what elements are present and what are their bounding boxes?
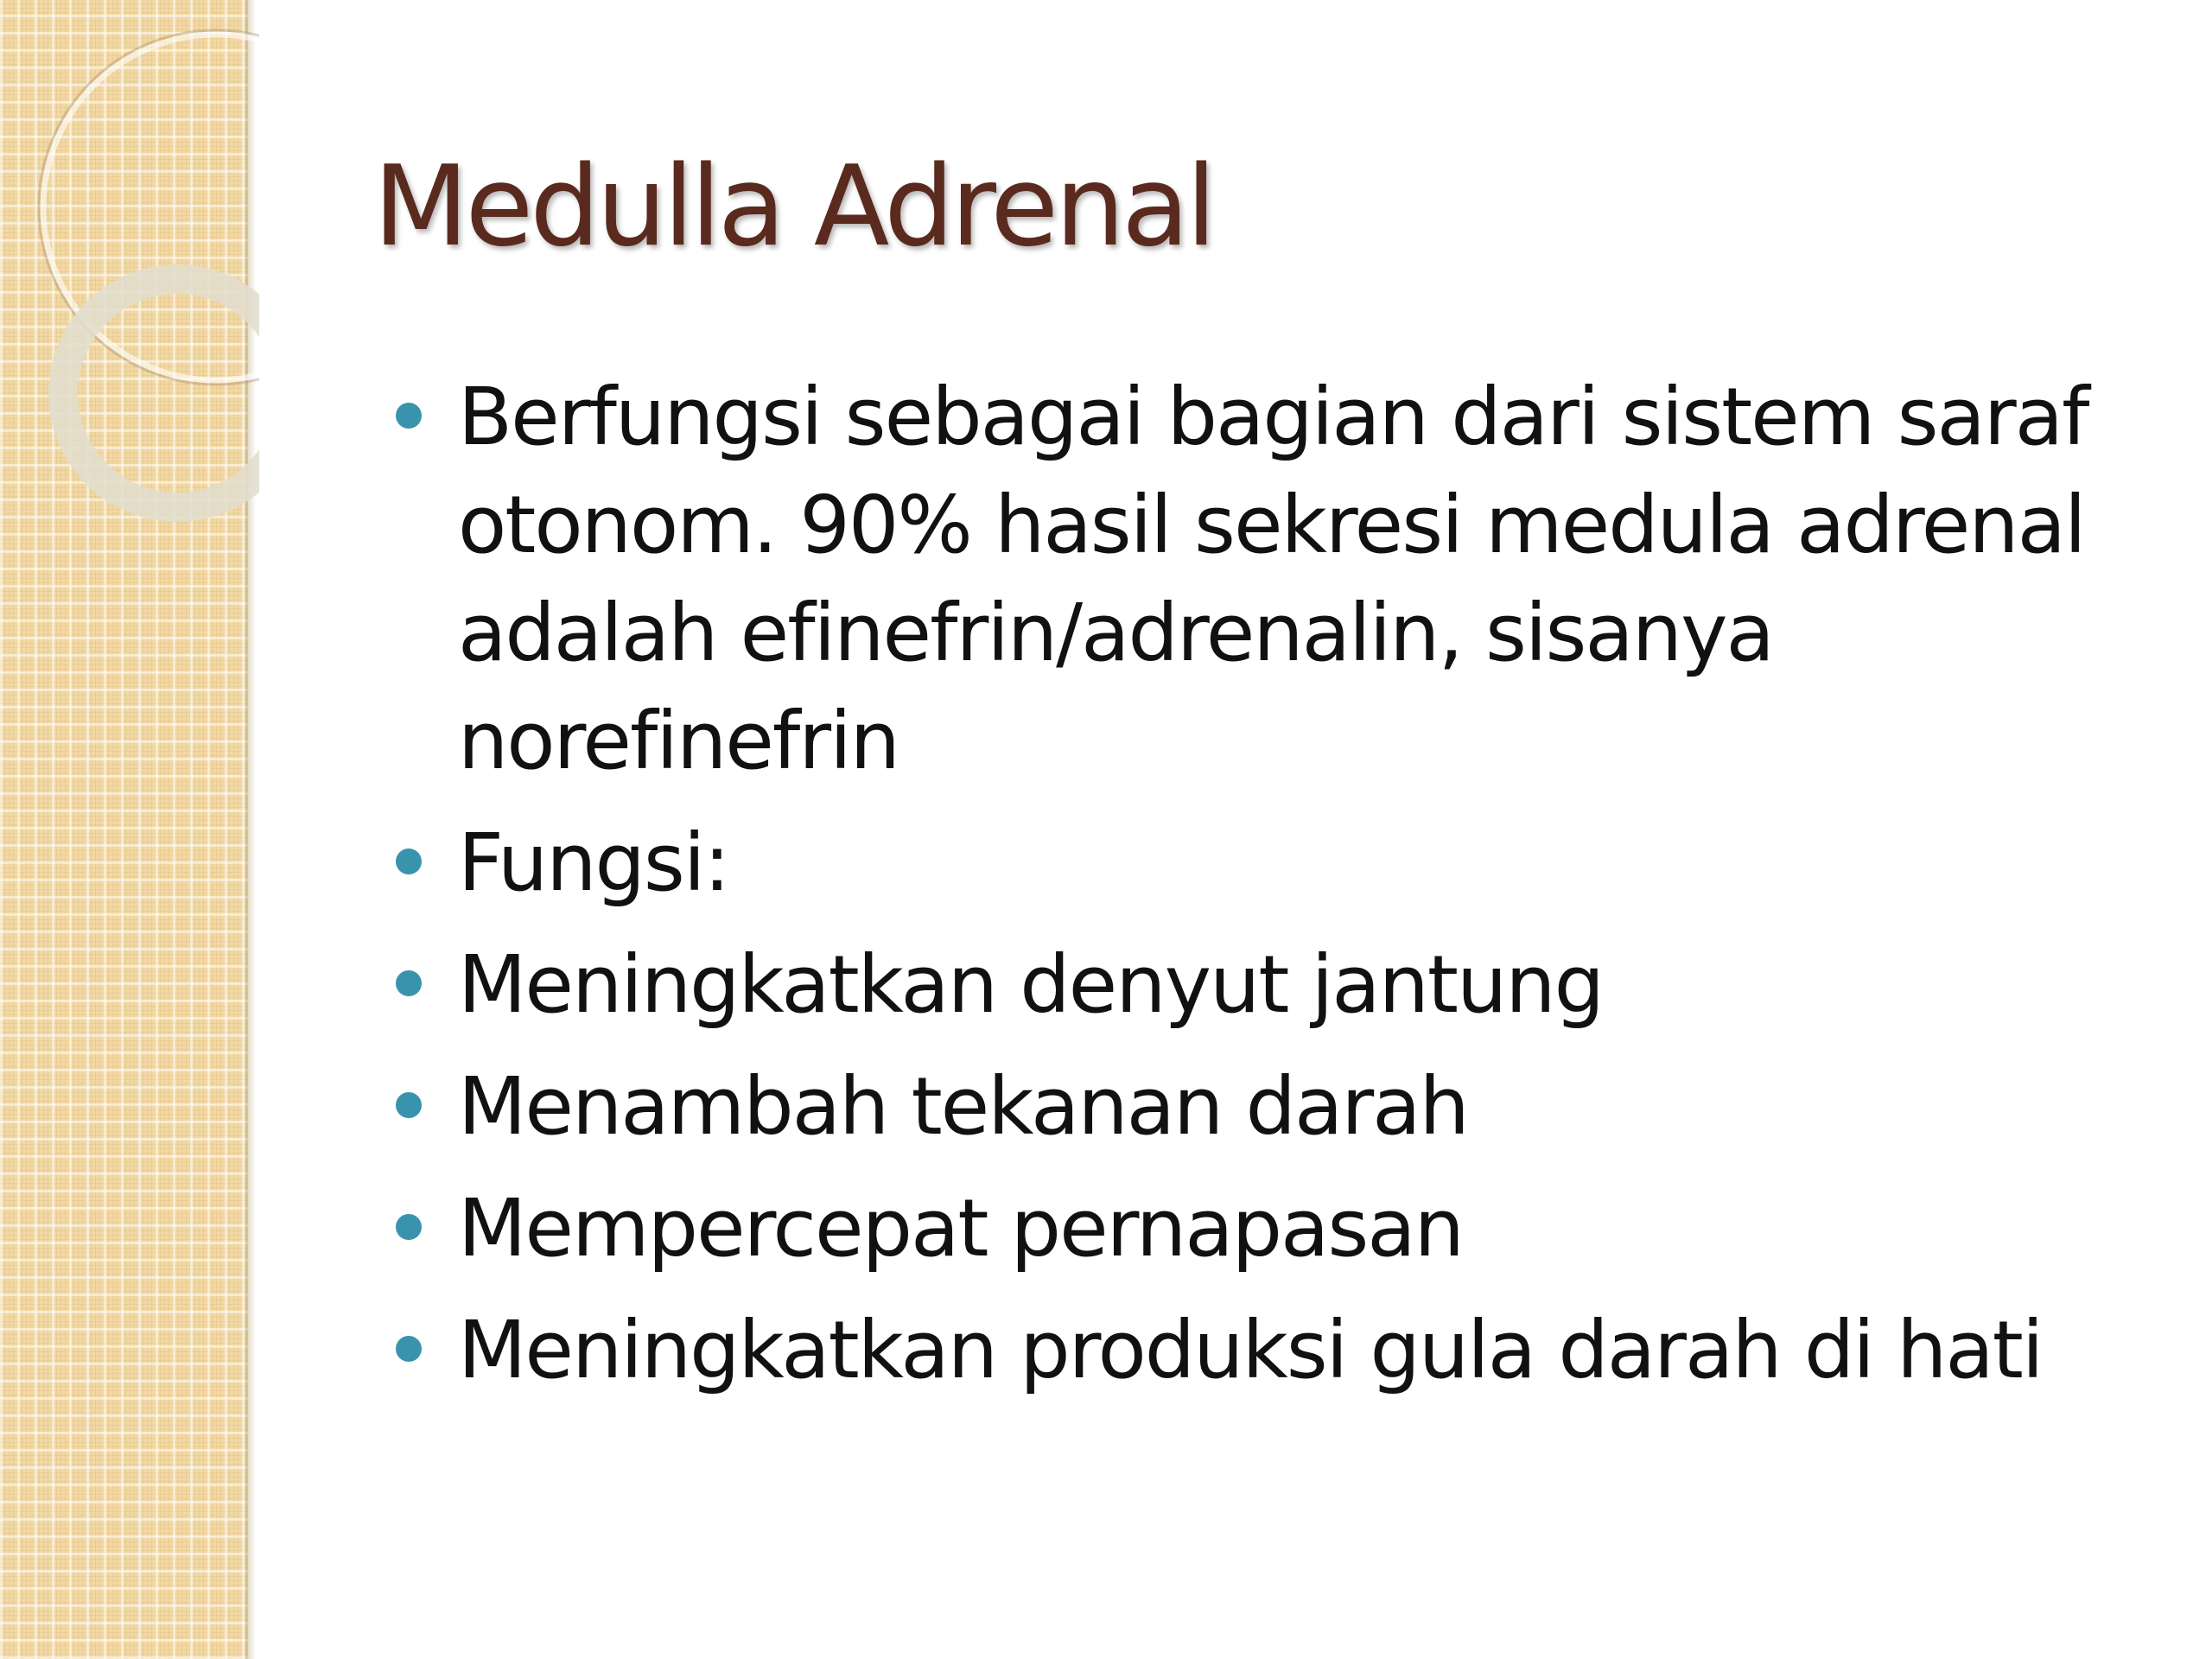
small-ring xyxy=(63,279,259,507)
bullet-text: Menambah tekanan darah xyxy=(458,1060,1468,1153)
bullet-item xyxy=(458,931,2177,1039)
bullet-text: Mempercepat pernapasan xyxy=(458,1182,1463,1274)
bullet-item xyxy=(458,363,2177,795)
bullet-text: Fungsi: xyxy=(458,817,729,909)
bullet-dot-icon xyxy=(396,1214,422,1240)
bullet-item xyxy=(458,1296,2177,1404)
bullet-dot-icon xyxy=(396,849,422,874)
bullet-text: Berfungsi sebagai bagian dari sistem saraf otonom. 90% hasil sekresi medula adrenal adalah efinefrin/adrenalin, sisanya norefinefrin xyxy=(458,371,2088,787)
decorative-rings xyxy=(0,0,259,553)
slide-title: Medulla Adrenal xyxy=(373,143,1214,271)
bullet-list xyxy=(458,363,2177,1418)
bullet-text: Meningkatkan produksi gula darah di hati xyxy=(458,1304,2043,1396)
bullet-item xyxy=(458,1052,2177,1160)
bullet-dot-icon xyxy=(396,403,422,429)
bullet-dot-icon xyxy=(396,1336,422,1362)
bullet-item xyxy=(458,1174,2177,1282)
bullet-item xyxy=(458,809,2177,917)
bullet-text: Meningkatkan denyut jantung xyxy=(458,938,1603,1031)
bullet-dot-icon xyxy=(396,1092,422,1118)
bullet-dot-icon xyxy=(396,970,422,996)
